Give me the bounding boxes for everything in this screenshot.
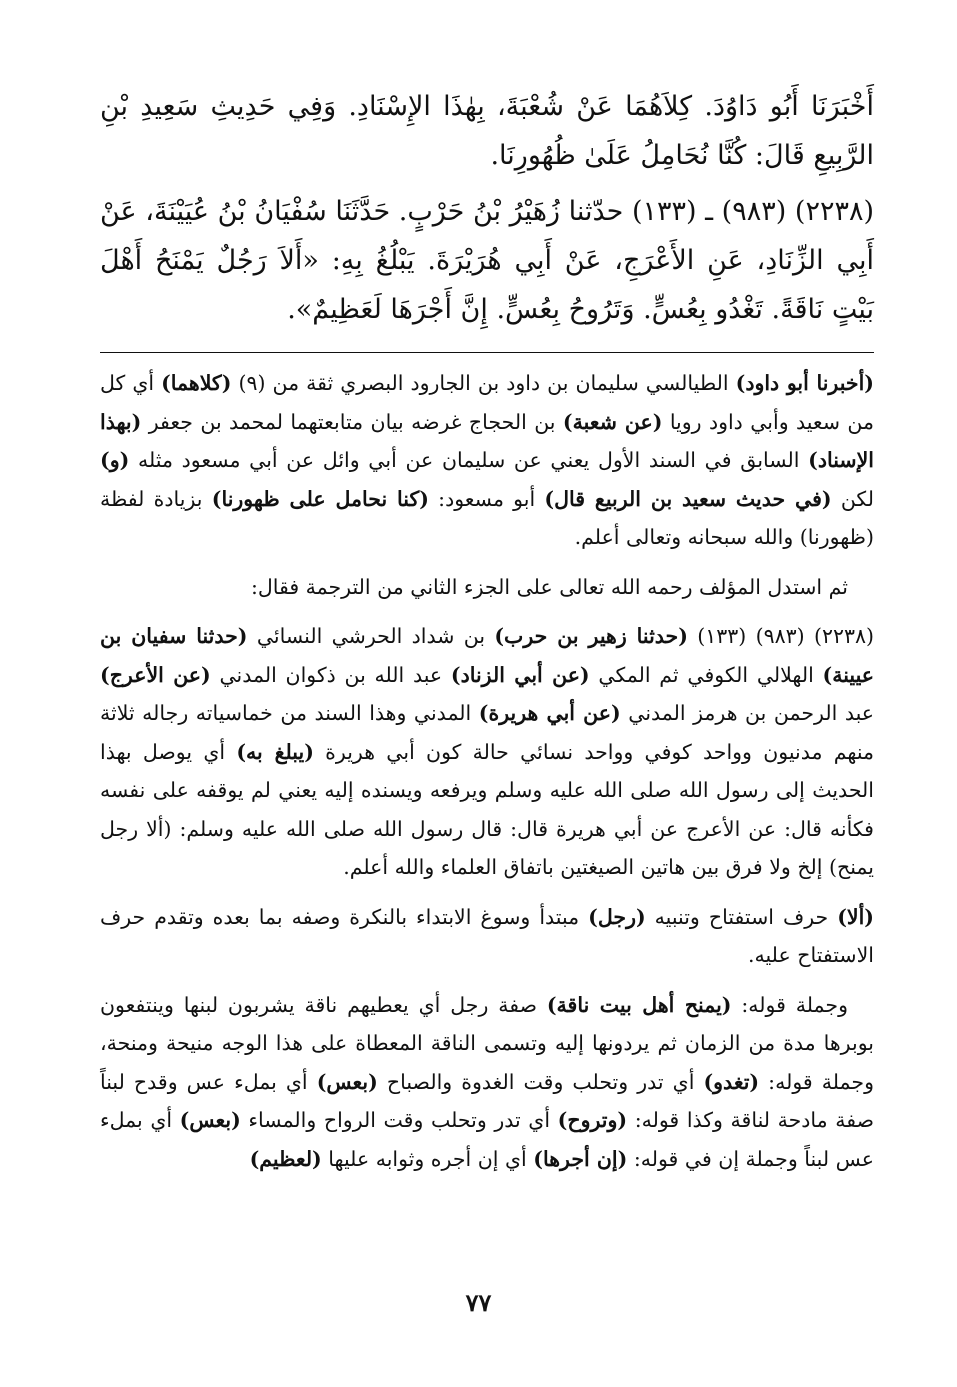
bold-term: (بعس) xyxy=(179,1108,241,1132)
bold-term: (عن الأعرج) xyxy=(100,662,211,687)
page-number: ٧٧ xyxy=(465,1288,492,1317)
bold-term: (في حديث سعيد بن الربيع قال) xyxy=(544,486,832,511)
bold-term: (وتروح) xyxy=(557,1108,628,1132)
bold-term: (يبلغ به) xyxy=(236,739,314,764)
commentary-paragraph: ثم استدل المؤلف رحمه الله تعالى على الجزء الثاني من الترجمة فقال: xyxy=(250,574,848,599)
bold-term: (تغدو) xyxy=(703,1069,760,1094)
bold-term: (عن شعبة) xyxy=(562,409,663,434)
commentary-text xyxy=(100,364,874,1178)
commentary-paragraph: (ألا) حرف استفتاح وتنبيه (رجل) مبتدأ وسوغ الابتداء بالنكرة وصفه بما بعده وتقدم حرف الاستفتاح عليه. xyxy=(100,904,874,967)
commentary-paragraph: وجملة قوله: (يمنح أهل بيت ناقة) صفة رجل أي يعطيهم ناقة يشربون لبنها وينتفعون بوبرها مدة من الزمان ثم يردونها إليه وتسمى الناقة المعطاة على هذا الوجه منيحة ومنحة، وجملة قوله: (تغدو) أي تدر وتحلب وقت الغدوة والصباح (بعس) أي بملء عس وقدح لبناً صفة مادحة لناقة وكذا قوله: (وتروح) أي تدر وتحلب وقت الرواح والمساء (بعس) أي بملء عس لبناً وجملة إن في قوله: (إن أجرها) أي إن أجره وثوابه عليها (لعظيم) xyxy=(100,992,874,1171)
bold-term: (يمنح أهل بيت ناقة) xyxy=(546,992,732,1017)
commentary-paragraph: (أخبرنا أبو داود) الطيالسي سليمان بن داود بن الجارود البصري ثقة من (٩) (كلاهما) أي كل من سعيد وأبي داود رويا (عن شعبة) بن الحجاج غرضه بيان متابعتهما لمحمد بن جعفر (بهذا الإسناد) السابق في السند الأول يعني عن سليمان عن أبي وائل عن أبي مسعود مثله (و) لكن (في حديث سعيد بن الربيع قال) أبو مسعود: (كنا نحامل على ظهورنا) بزيادة لفظة (ظهورنا) والله سبحانه وتعالى أعلم. xyxy=(100,371,875,549)
commentary-paragraph: (٢٢٣٨) (٩٨٣) (١٣٣) (حدثنا زهير بن حرب) بن شداد الحرشي النسائي (حدثنا سفيان بن عيينة) الهلالي الكوفي ثم المكي (عن أبي الزناد) عبد الله بن ذكوان المدني (عن الأعرج) عبد الرحمن بن هرمز المدني (عن أبي هريرة) المدني وهذا السند من خماسياته رجاله ثلاثة منهم مدنيون وواحد كوفي وواحد نسائي حالة كون أبي هريرة (يبلغ به) أي يوصل بهذا الحديث إلى رسول الله صلى الله عليه وسلم ويرفعه ويسنده إليه يعني لم يوقفه على نفسه فكأنه قال: عن الأعرج عن أبي هريرة قال: قال رسول الله صلى الله عليه وسلم: (ألا رجل يمنح) إلخ ولا فرق بين هاتين الصيغتين باتفاق العلماء والله أعلم. xyxy=(100,624,875,879)
hadith-paragraph: (٢٢٣٨) (٩٨٣) ـ (١٣٣) حدّثنا زُهَيْرُ بْنُ حَرْبٍ. حَدَّثَنَا سُفْيَانُ بْنُ عُيَيْنَةَ، عَنْ أَبِي الزِّنَادِ، عَنِ الأَعْرَجِ، عَنْ أَبِي هُرَيْرَةَ. يَبْلُغُ بِهِ: «أَلاَ رَجُلٌ يَمْنَحُ أَهْلَ بَيْتٍ نَاقَةً. تَغْدُو بِعُسٍّ. وَتَرُوحُ بِعُسٍّ. إِنَّ أَجْرَهَا لَعَظِيمٌ». xyxy=(100,196,874,325)
bold-term: (كنا نحامل على ظهورنا) xyxy=(211,486,429,511)
bold-term: (عن أبي هريرة) xyxy=(478,701,621,725)
bold-term: (كلاهما) xyxy=(161,371,232,395)
bold-term: (لعظيم) xyxy=(249,1146,322,1171)
bold-term: (بعس) xyxy=(316,1069,378,1094)
bold-term: (حدثنا زهير بن حرب) xyxy=(494,624,688,648)
bold-term: (إن أجرها) xyxy=(533,1146,628,1171)
footnote-divider xyxy=(100,352,874,353)
bold-term: (رجل) xyxy=(588,904,646,929)
hadith-text xyxy=(100,82,874,334)
bold-term: (ألا) xyxy=(837,904,874,929)
bold-term: (عن أبي الزناد) xyxy=(450,662,590,687)
bold-term: (حدثنا سفيان بن عيينة) xyxy=(100,624,874,687)
hadith-paragraph: أَخْبَرَنَا أَبُو دَاوُدَ. كِلاَهُمَا عَنْ شُعْبَةَ، بِهٰذَا الإِسْنَادِ. وَفِي حَدِيثِ سَعِيدِ بْنِ الرَّبِيعِ قَالَ: كُنَّا نُحَامِلُ عَلَىٰ ظُهُورِنَا. xyxy=(100,91,874,171)
bold-term: (و) xyxy=(100,448,130,472)
bold-term: (بهذا الإسناد) xyxy=(100,409,874,472)
bold-term: (أخبرنا أبو داود) xyxy=(735,371,874,395)
